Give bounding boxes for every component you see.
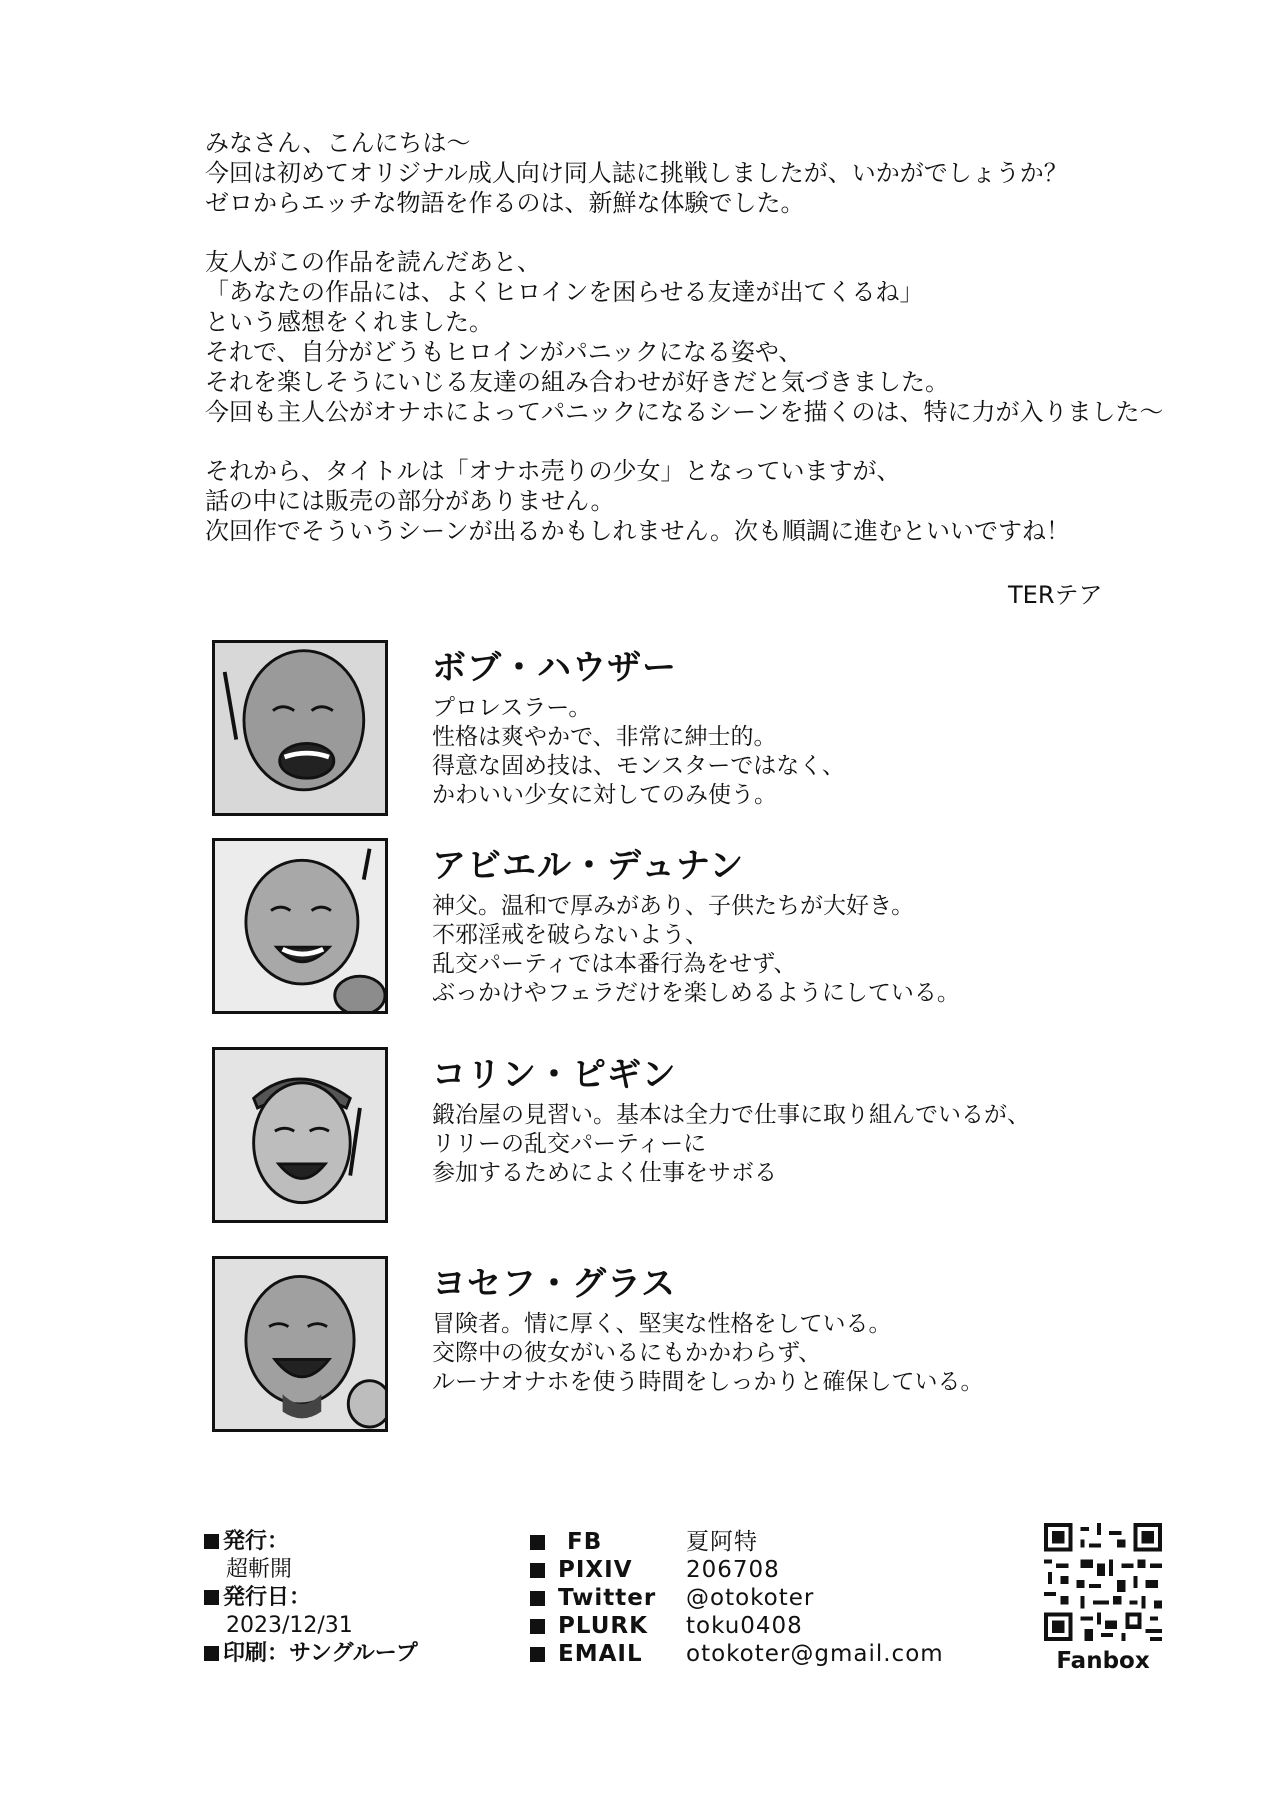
link-value[interactable]: toku0408 (686, 1613, 803, 1639)
character-description (432, 694, 845, 810)
link-label (530, 1528, 602, 1556)
afterword-line: 次回作でそういうシーンが出るかもしれません。次も順調に進むといいですね！ (205, 517, 1070, 545)
qr-label: Fanbox (1056, 1648, 1150, 1674)
printer-row (204, 1640, 418, 1668)
link-label-text: FB (567, 1529, 603, 1555)
afterword-line: ゼロからエッチな物語を作るのは、新鮮な体験でした。 (205, 189, 805, 217)
afterword-paragraph (205, 128, 1205, 218)
description-line: 性格は爽やかで、非常に紳士的。 (432, 724, 777, 750)
character-description (432, 892, 960, 1008)
printer-label: 印刷：サングループ (223, 1641, 418, 1666)
description-line: 不邪淫戒を破らないよう、 (432, 922, 708, 948)
bullet-square-icon (530, 1619, 545, 1634)
description-line: ぶっかけやフェラだけを楽しめるようにしている。 (432, 980, 960, 1006)
character-name: ヨセフ・グラス (432, 1264, 676, 1304)
character-name: アビエル・デュナン (432, 846, 745, 886)
link-label (530, 1584, 656, 1612)
description-line: 神父。温和で厚みがあり、子供たちが大好き。 (432, 893, 915, 919)
author-signature: TERテア (1008, 581, 1103, 609)
character-profile (212, 640, 1112, 820)
description-line: かわいい少女に対してのみ使う。 (432, 782, 777, 808)
character-portrait (212, 1047, 388, 1223)
portrait-illustration (215, 841, 385, 1011)
character-description (432, 1310, 984, 1397)
character-description (432, 1101, 1030, 1188)
description-line: リリーの乱交パーティーに (432, 1131, 707, 1157)
afterword-line: それを楽しそうにいじる友達の組み合わせが好きだと気づきました。 (205, 368, 949, 396)
afterword (205, 128, 1205, 575)
bullet-square-icon (530, 1535, 545, 1550)
link-label (530, 1640, 643, 1668)
description-line: 参加するためによく仕事をサボる (432, 1160, 777, 1186)
character-profile (212, 838, 1112, 1018)
publisher-row (204, 1528, 418, 1556)
description-line: ルーナオナホを使う時間をしっかりと確保している。 (432, 1369, 984, 1395)
link-value[interactable]: @otokoter (686, 1585, 815, 1611)
afterword-line: 話の中には販売の部分がありません。 (205, 487, 615, 515)
character-name: ボブ・ハウザー (432, 648, 677, 688)
character-name: コリン・ピギン (432, 1055, 677, 1095)
afterword-line: 友人がこの作品を読んだあと、 (205, 248, 541, 276)
link-label (530, 1556, 633, 1584)
link-label-text: PIXIV (558, 1557, 633, 1583)
bullet-square-icon (530, 1563, 545, 1578)
date-value: 2023/12/31 (226, 1613, 353, 1638)
character-profile (212, 1256, 1112, 1436)
afterword-line: 今回は初めてオリジナル成人向け同人誌に挑戦しましたが、いかがでしょうか？ (205, 159, 1068, 187)
qr-code-icon[interactable] (1044, 1523, 1162, 1641)
link-label-text: Twitter (558, 1585, 657, 1611)
description-line: 冒険者。情に厚く、堅実な性格をしている。 (432, 1311, 892, 1337)
afterword-line: それから、タイトルは「オナホ売りの少女」となっていますが、 (205, 457, 901, 485)
afterword-paragraph (205, 247, 1205, 427)
portrait-illustration (215, 1050, 385, 1220)
link-label (530, 1612, 648, 1640)
description-line: 交際中の彼女がいるにもかかわらず、 (432, 1340, 822, 1366)
link-value[interactable]: 夏阿特 (686, 1529, 758, 1555)
link-label-text: PLURK (558, 1613, 648, 1639)
bullet-square-icon (204, 1646, 219, 1661)
link-value[interactable]: 206708 (686, 1557, 780, 1583)
description-line: 鍛冶屋の見習い。基本は全力で仕事に取り組んでいるが、 (432, 1102, 1030, 1128)
portrait-illustration (215, 1259, 385, 1429)
afterword-line: という感想をくれました。 (205, 308, 493, 336)
bullet-square-icon (530, 1591, 545, 1606)
link-value[interactable]: otokoter@gmail.com (686, 1641, 944, 1667)
afterword-line: それで、自分がどうもヒロインがパニックになる姿や、 (205, 338, 803, 366)
afterword-paragraph (205, 456, 1205, 546)
bullet-square-icon (530, 1647, 545, 1662)
bullet-square-icon (204, 1534, 219, 1549)
description-line: プロレスラー。 (432, 695, 592, 721)
character-portrait (212, 838, 388, 1014)
afterword-line: みなさん、こんにちは〜 (205, 129, 471, 157)
afterword-line: 今回も主人公がオナホによってパニックになるシーンを描くのは、特に力が入りました〜 (205, 398, 1164, 426)
publisher-value: 超斬開 (226, 1557, 293, 1582)
publisher-label: 発行： (223, 1529, 290, 1554)
colophon (204, 1528, 418, 1668)
description-line: 得意な固め技は、モンスターではなく、 (432, 753, 845, 779)
afterword-line: 「あなたの作品には、よくヒロインを困らせる友達が出てくるね」 (205, 278, 924, 306)
bullet-square-icon (204, 1590, 219, 1605)
description-line: 乱交パーティでは本番行為をせず、 (432, 951, 797, 977)
character-portrait (212, 640, 388, 816)
date-label: 発行日： (223, 1585, 312, 1610)
character-portrait (212, 1256, 388, 1432)
character-profile (212, 1047, 1112, 1227)
link-label-text: EMAIL (558, 1641, 643, 1667)
portrait-illustration (215, 643, 385, 813)
date-row (204, 1584, 418, 1612)
